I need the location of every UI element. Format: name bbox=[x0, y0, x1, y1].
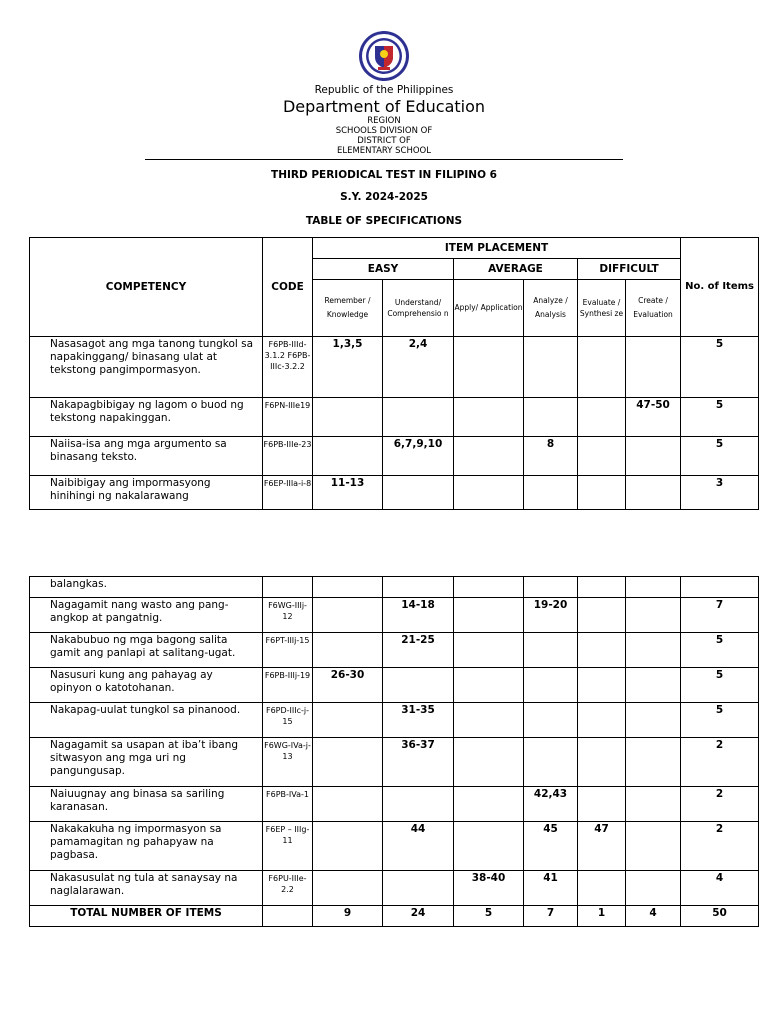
evaluate-cell bbox=[578, 398, 626, 437]
total-items: 50 bbox=[681, 906, 759, 927]
create-header: Create / Evaluation bbox=[626, 280, 681, 337]
test-title: THIRD PERIODICAL TEST IN FILIPINO 6 bbox=[271, 169, 497, 181]
evaluate-cell bbox=[578, 577, 626, 598]
table-row bbox=[30, 437, 759, 476]
code-cell bbox=[263, 577, 313, 598]
district-line: DISTRICT OF bbox=[357, 136, 411, 146]
remember-cell bbox=[313, 787, 383, 822]
code-cell: F6PD-IIIc-j-15 bbox=[263, 703, 313, 738]
competency-cell: Naiuugnay ang binasa sa sariling karanasan. bbox=[30, 787, 263, 822]
understand-cell: 6,7,9,10 bbox=[383, 437, 454, 476]
understand-cell: 2,4 bbox=[383, 337, 454, 398]
average-header: AVERAGE bbox=[454, 259, 578, 280]
code-header: CODE bbox=[263, 238, 313, 337]
code-cell: F6PB-IIIe-23 bbox=[263, 437, 313, 476]
table-row bbox=[30, 738, 759, 787]
create-cell bbox=[626, 787, 681, 822]
understand-cell: 21-25 bbox=[383, 633, 454, 668]
create-cell bbox=[626, 668, 681, 703]
table-row bbox=[30, 703, 759, 738]
table-row bbox=[30, 787, 759, 822]
remember-cell bbox=[313, 437, 383, 476]
evaluate-cell bbox=[578, 787, 626, 822]
analyze-cell: 45 bbox=[524, 822, 578, 871]
total-understand: 24 bbox=[383, 906, 454, 927]
evaluate-cell bbox=[578, 598, 626, 633]
apply-cell bbox=[454, 598, 524, 633]
competency-cell: Nakabubuo ng mga bagong salita gamit ang panlapi at salitang-ugat. bbox=[30, 633, 263, 668]
apply-header: Apply/ Application bbox=[454, 280, 524, 337]
analyze-cell bbox=[524, 337, 578, 398]
apply-cell bbox=[454, 822, 524, 871]
items-cell: 5 bbox=[681, 437, 759, 476]
understand-cell bbox=[383, 398, 454, 437]
understand-cell bbox=[383, 668, 454, 703]
apply-cell bbox=[454, 337, 524, 398]
item-placement-header: ITEM PLACEMENT bbox=[313, 238, 681, 259]
apply-cell bbox=[454, 738, 524, 787]
total-apply: 5 bbox=[454, 906, 524, 927]
analyze-cell bbox=[524, 398, 578, 437]
specification-table-part1 bbox=[29, 237, 759, 510]
table-row bbox=[30, 871, 759, 906]
apply-cell bbox=[454, 437, 524, 476]
header-divider bbox=[145, 159, 623, 160]
competency-cell: Nakapagbibigay ng lagom o buod ng tekstong napakinggan. bbox=[30, 398, 263, 437]
create-cell bbox=[626, 598, 681, 633]
evaluate-cell bbox=[578, 633, 626, 668]
analyze-cell bbox=[524, 703, 578, 738]
evaluate-cell: 47 bbox=[578, 822, 626, 871]
create-cell: 47-50 bbox=[626, 398, 681, 437]
analyze-cell: 8 bbox=[524, 437, 578, 476]
code-cell: F6PT-IIIj-15 bbox=[263, 633, 313, 668]
table-row bbox=[30, 476, 759, 510]
create-cell bbox=[626, 822, 681, 871]
remember-cell bbox=[313, 577, 383, 598]
analyze-cell bbox=[524, 668, 578, 703]
total-evaluate: 1 bbox=[578, 906, 626, 927]
competency-header: COMPETENCY bbox=[30, 238, 263, 337]
apply-cell bbox=[454, 703, 524, 738]
competency-cell: Nasasagot ang mga tanong tungkol sa napakinggang/ binasang ulat at tekstong pangimpormasyon. bbox=[30, 337, 263, 398]
analyze-cell bbox=[524, 738, 578, 787]
understand-cell: 36-37 bbox=[383, 738, 454, 787]
code-cell: F6WG-IIIj-12 bbox=[263, 598, 313, 633]
evaluate-cell bbox=[578, 738, 626, 787]
competency-cell: Nasusuri kung ang pahayag ay opinyon o katotohanan. bbox=[30, 668, 263, 703]
evaluate-cell bbox=[578, 871, 626, 906]
create-cell bbox=[626, 738, 681, 787]
school-year: S.Y. 2024-2025 bbox=[340, 191, 428, 203]
remember-cell bbox=[313, 738, 383, 787]
create-cell bbox=[626, 703, 681, 738]
remember-cell bbox=[313, 703, 383, 738]
competency-cell: Nagagamit sa usapan at iba’t ibang sitwasyon ang mga uri ng pangungusap. bbox=[30, 738, 263, 787]
create-cell bbox=[626, 871, 681, 906]
evaluate-cell bbox=[578, 437, 626, 476]
create-cell bbox=[626, 633, 681, 668]
create-cell bbox=[626, 337, 681, 398]
items-cell: 4 bbox=[681, 871, 759, 906]
items-cell: 5 bbox=[681, 633, 759, 668]
understand-cell: 31-35 bbox=[383, 703, 454, 738]
create-cell bbox=[626, 476, 681, 510]
evaluate-header: Evaluate / Synthesi ze bbox=[578, 280, 626, 337]
competency-cell: balangkas. bbox=[30, 577, 263, 598]
items-cell: 5 bbox=[681, 398, 759, 437]
analyze-cell bbox=[524, 577, 578, 598]
total-remember: 9 bbox=[313, 906, 383, 927]
apply-cell bbox=[454, 577, 524, 598]
division-line: SCHOOLS DIVISION OF bbox=[335, 126, 433, 136]
table-row bbox=[30, 337, 759, 398]
analyze-cell: 41 bbox=[524, 871, 578, 906]
items-cell: 5 bbox=[681, 668, 759, 703]
table-row bbox=[30, 598, 759, 633]
total-row bbox=[30, 906, 759, 927]
analyze-cell: 42,43 bbox=[524, 787, 578, 822]
apply-cell bbox=[454, 398, 524, 437]
total-code-cell bbox=[263, 906, 313, 927]
items-cell: 3 bbox=[681, 476, 759, 510]
total-create: 4 bbox=[626, 906, 681, 927]
apply-cell bbox=[454, 633, 524, 668]
region-line: REGION bbox=[367, 116, 401, 126]
letterhead bbox=[0, 30, 768, 156]
table-row bbox=[30, 398, 759, 437]
total-label: TOTAL NUMBER OF ITEMS bbox=[30, 906, 263, 927]
apply-cell bbox=[454, 668, 524, 703]
remember-cell bbox=[313, 633, 383, 668]
apply-cell bbox=[454, 476, 524, 510]
competency-cell: Nakakakuha ng impormasyon sa pamamagitan ng pahapyaw na pagbasa. bbox=[30, 822, 263, 871]
code-cell: F6PN-IIIe19 bbox=[263, 398, 313, 437]
analyze-header: Analyze / Analysis bbox=[524, 280, 578, 337]
specification-table-part2 bbox=[29, 576, 759, 927]
analyze-cell: 19-20 bbox=[524, 598, 578, 633]
evaluate-cell bbox=[578, 703, 626, 738]
evaluate-cell bbox=[578, 668, 626, 703]
table-row bbox=[30, 633, 759, 668]
easy-header: EASY bbox=[313, 259, 454, 280]
analyze-cell bbox=[524, 633, 578, 668]
create-cell bbox=[626, 577, 681, 598]
understand-cell bbox=[383, 787, 454, 822]
code-cell: F6WG-IVa-j-13 bbox=[263, 738, 313, 787]
competency-cell: Nakasusulat ng tula at sanaysay na naglalarawan. bbox=[30, 871, 263, 906]
code-cell: F6PB-IIIj-19 bbox=[263, 668, 313, 703]
code-cell: F6EP – IIIg-11 bbox=[263, 822, 313, 871]
table-row bbox=[30, 668, 759, 703]
department-name: Department of Education bbox=[282, 97, 486, 116]
remember-cell bbox=[313, 398, 383, 437]
understand-cell bbox=[383, 871, 454, 906]
understand-cell: 14-18 bbox=[383, 598, 454, 633]
understand-cell: 44 bbox=[383, 822, 454, 871]
competency-cell: Naibibigay ang impormasyong hinihingi ng nakalarawang bbox=[30, 476, 263, 510]
tos-title: TABLE OF SPECIFICATIONS bbox=[305, 215, 463, 227]
remember-cell bbox=[313, 822, 383, 871]
items-cell: 2 bbox=[681, 787, 759, 822]
deped-seal-icon bbox=[358, 30, 410, 82]
difficult-header: DIFFICULT bbox=[578, 259, 681, 280]
competency-cell: Naiisa-isa ang mga argumento sa binasang teksto. bbox=[30, 437, 263, 476]
code-cell: F6PB-IVa-1 bbox=[263, 787, 313, 822]
understand-header: Understand/ Comprehensio n bbox=[383, 280, 454, 337]
code-cell: F6EP-IIIa-i-8 bbox=[263, 476, 313, 510]
items-cell: 2 bbox=[681, 822, 759, 871]
apply-cell bbox=[454, 787, 524, 822]
items-cell: 7 bbox=[681, 598, 759, 633]
analyze-cell bbox=[524, 476, 578, 510]
evaluate-cell bbox=[578, 476, 626, 510]
no-items-header: No. of Items bbox=[681, 238, 759, 337]
table-row bbox=[30, 822, 759, 871]
apply-cell: 38-40 bbox=[454, 871, 524, 906]
remember-cell: 1,3,5 bbox=[313, 337, 383, 398]
items-cell bbox=[681, 577, 759, 598]
school-line: ELEMENTARY SCHOOL bbox=[337, 146, 431, 156]
total-analyze: 7 bbox=[524, 906, 578, 927]
remember-header: Remember / Knowledge bbox=[313, 280, 383, 337]
understand-cell bbox=[383, 577, 454, 598]
remember-cell bbox=[313, 598, 383, 633]
code-cell: F6PU-IIIe-2.2 bbox=[263, 871, 313, 906]
remember-cell: 11-13 bbox=[313, 476, 383, 510]
create-cell bbox=[626, 437, 681, 476]
items-cell: 5 bbox=[681, 703, 759, 738]
republic-line: Republic of the Philippines bbox=[314, 84, 454, 96]
evaluate-cell bbox=[578, 337, 626, 398]
table-row bbox=[30, 577, 759, 598]
code-cell: F6PB-IIId-3.1.2 F6PB-IIIc-3.2.2 bbox=[263, 337, 313, 398]
understand-cell bbox=[383, 476, 454, 510]
remember-cell: 26-30 bbox=[313, 668, 383, 703]
items-cell: 2 bbox=[681, 738, 759, 787]
remember-cell bbox=[313, 871, 383, 906]
competency-cell: Nagagamit nang wasto ang pang-angkop at pangatnig. bbox=[30, 598, 263, 633]
items-cell: 5 bbox=[681, 337, 759, 398]
competency-cell: Nakapag-uulat tungkol sa pinanood. bbox=[30, 703, 263, 738]
